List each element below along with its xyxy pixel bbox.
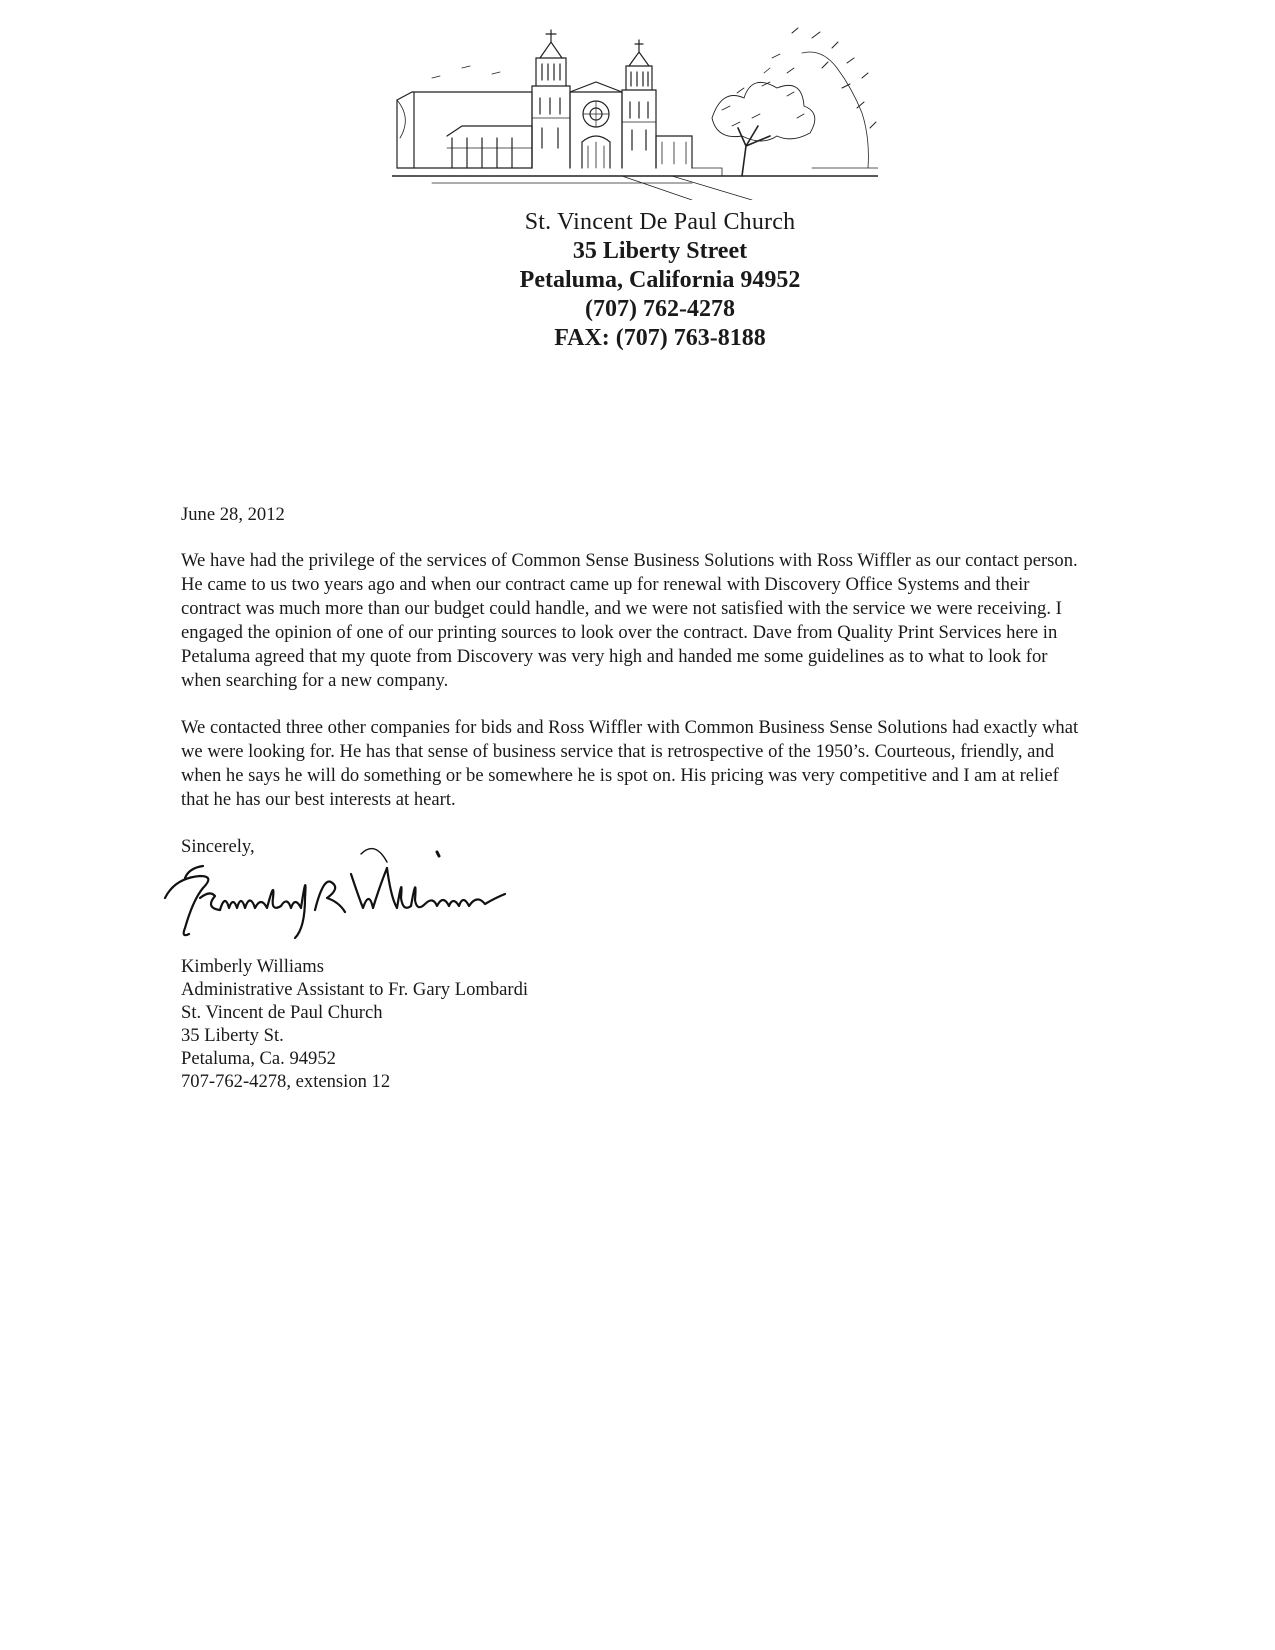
letter-body (181, 503, 1081, 859)
letterhead (300, 208, 1020, 353)
handwritten-signature (155, 838, 545, 948)
church-fax: FAX: (707) 763-8188 (554, 325, 766, 351)
letter-paragraph-2: We contacted three other companies for bids and Ross Wiffler with Common Business Sense Solutions had exactly what we were looking for. He has that sense of business service that is retrospective of the 1950’s. Courteous, friendly, and when he says he will do something or be somewhere he is spot on. His pricing was very competitive and I am at relief that he has our best interests at heart. (181, 717, 1079, 810)
signatory-street: 35 Liberty St. (181, 1025, 284, 1046)
church-street: 35 Liberty Street (572, 238, 748, 264)
letter-closing: Sincerely, (181, 836, 255, 857)
letter-paragraph-1: We have had the privilege of the services of Common Sense Business Solutions with Ross Wiffler as our contact person. He came to us two years ago and when our contract came up for renewal with Discovery Office Systems and their contract was much more than our budget could handle, and we were not satisfied with the service we were receiving. I engaged the opinion of one of our printing sources to look over the contract. Dave from Quality Print Services here in Petaluma agreed that my quote from Discovery was very high and handed me some guidelines as to what to look for when searching for a new company. (181, 550, 1078, 691)
church-phone: (707) 762-4278 (585, 296, 735, 322)
church-sketch-illustration (392, 18, 878, 200)
signatory-name: Kimberly Williams (181, 956, 324, 977)
letter-date: June 28, 2012 (181, 504, 285, 525)
signatory-title: Administrative Assistant to Fr. Gary Lombardi (181, 979, 529, 1000)
church-city: Petaluma, California 94952 (519, 267, 801, 293)
signatory-city: Petaluma, Ca. 94952 (181, 1048, 336, 1069)
signatory-phone: 707-762-4278, extension 12 (181, 1071, 391, 1092)
church-name: St. Vincent De Paul Church (524, 209, 796, 235)
signature-block (181, 955, 528, 1093)
signatory-organization: St. Vincent de Paul Church (181, 1002, 383, 1023)
